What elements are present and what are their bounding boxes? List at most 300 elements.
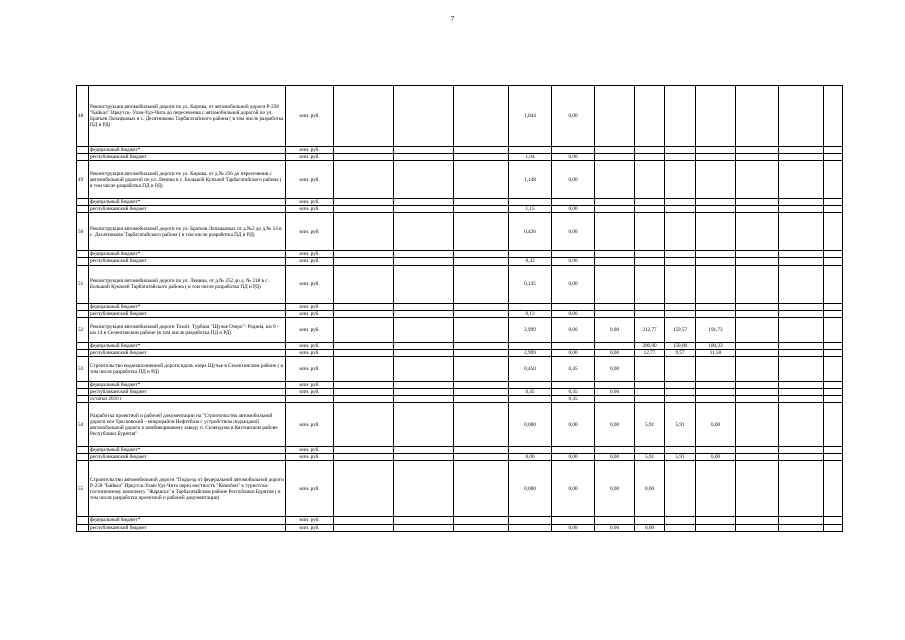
row-name-cell: республиканский бюджет [89,310,286,317]
row-value-cell [736,161,779,199]
row-value-cell [824,349,843,356]
row-value-cell [334,447,394,454]
row-value-cell [454,303,509,310]
row-value-cell [394,342,454,349]
row-value-cell [334,454,394,461]
row-value-cell: 0,45 [552,356,595,381]
row-value-cell [454,317,509,342]
table-row [77,447,843,454]
table-row [77,461,843,517]
row-unit-cell: млн. руб. [286,356,334,381]
row-unit-cell: млн. руб. [286,461,334,517]
row-value-cell: 0,00 [552,86,595,147]
row-number-cell [77,454,89,461]
row-value-cell [824,396,843,403]
row-value-cell [665,461,696,517]
table-row [77,349,843,356]
row-value-cell [509,447,552,454]
row-value-cell [736,258,779,265]
row-value-cell [509,396,552,403]
row-value-cell [454,310,509,317]
row-value-cell: 150,00 [665,342,696,349]
row-value-cell [394,317,454,342]
row-value-cell [779,251,824,258]
row-number-cell [77,349,89,356]
row-value-cell [394,154,454,161]
row-value-cell [394,524,454,531]
row-value-cell [736,310,779,317]
row-value-cell: 0,00 [552,349,595,356]
row-value-cell [736,265,779,303]
row-value-cell [334,356,394,381]
row-unit-cell: млн. руб. [286,524,334,531]
table-body [77,86,843,532]
row-name-cell: федеральный бюджет* [89,303,286,310]
row-value-cell [635,147,665,154]
row-value-cell [824,389,843,396]
row-value-cell [824,317,843,342]
row-value-cell [665,447,696,454]
row-value-cell [696,310,736,317]
table-row [77,356,843,381]
row-unit-cell: млн. руб. [286,147,334,154]
row-value-cell [595,381,635,388]
table-row [77,310,843,317]
row-name-cell: республиканский бюджет [89,454,286,461]
row-value-cell [736,251,779,258]
row-number-cell: 54 [77,403,89,447]
row-value-cell [454,389,509,396]
row-value-cell [552,147,595,154]
row-name-cell: Реконструкция автомобильной дороги Тохой- Турбаза "Щучье Озеро"- Родина, км 0 - км 14 в Селенгинском районе (в том числе разработка ПД и РД) [89,317,286,342]
row-value-cell [779,381,824,388]
row-value-cell [334,206,394,213]
row-value-cell [824,517,843,524]
row-unit-cell: млн. руб. [286,251,334,258]
row-unit-cell: млн. руб. [286,265,334,303]
row-value-cell [696,161,736,199]
row-value-cell [595,147,635,154]
row-value-cell [736,342,779,349]
row-value-cell: 1,148 [509,161,552,199]
row-unit-cell: млн. руб. [286,389,334,396]
row-value-cell [779,86,824,147]
row-value-cell [635,356,665,381]
row-name-cell: республиканский бюджет [89,524,286,531]
row-name-cell: Строительство водонаполненной дороги вдоль озера Щучье в Селенгинском районе ( в том числе разработка ПД и РД) [89,356,286,381]
row-number-cell [77,517,89,524]
row-value-cell [454,447,509,454]
row-value-cell [394,251,454,258]
row-value-cell [736,349,779,356]
row-value-cell [595,396,635,403]
table-row [77,265,843,303]
row-value-cell [824,199,843,206]
row-value-cell: 0,00 [595,454,635,461]
row-value-cell: 0,00 [552,461,595,517]
row-value-cell [824,265,843,303]
row-value-cell [454,356,509,381]
row-value-cell [394,213,454,251]
row-value-cell [736,403,779,447]
row-unit-cell: млн. руб. [286,454,334,461]
row-value-cell [552,342,595,349]
row-value-cell [824,356,843,381]
table-row [77,213,843,251]
table-row [77,454,843,461]
row-value-cell [334,524,394,531]
row-unit-cell: млн. руб. [286,154,334,161]
row-value-cell: 0,00 [635,524,665,531]
row-value-cell [779,524,824,531]
row-value-cell [635,389,665,396]
row-value-cell [635,154,665,161]
row-value-cell [595,447,635,454]
row-value-cell [334,303,394,310]
row-number-cell: 49 [77,161,89,199]
row-value-cell [696,258,736,265]
row-value-cell [595,206,635,213]
row-value-cell [509,524,552,531]
row-value-cell [665,517,696,524]
row-value-cell [509,381,552,388]
row-value-cell [779,454,824,461]
row-value-cell: 0,00 [595,356,635,381]
row-value-cell [334,265,394,303]
row-value-cell: 0,00 [552,310,595,317]
row-value-cell [696,206,736,213]
row-value-cell [454,154,509,161]
row-value-cell [696,303,736,310]
row-value-cell [779,447,824,454]
row-value-cell [454,206,509,213]
row-value-cell [334,461,394,517]
row-value-cell [454,349,509,356]
row-value-cell [736,396,779,403]
row-value-cell [665,213,696,251]
row-name-cell: федеральный бюджет* [89,517,286,524]
row-name-cell: республиканский бюджет [89,206,286,213]
row-value-cell: 0,13 [509,310,552,317]
row-unit-cell: млн. руб. [286,381,334,388]
row-value-cell [334,349,394,356]
row-value-cell: 180,23 [696,342,736,349]
row-value-cell [696,461,736,517]
row-value-cell [595,213,635,251]
row-value-cell [552,303,595,310]
row-name-cell: федеральный бюджет* [89,342,286,349]
row-value-cell [779,461,824,517]
row-value-cell: 0,00 [509,454,552,461]
row-number-cell [77,396,89,403]
row-value-cell [552,447,595,454]
row-value-cell [334,517,394,524]
row-value-cell [824,251,843,258]
row-value-cell: 0,00 [552,206,595,213]
row-value-cell [635,86,665,147]
row-value-cell [394,310,454,317]
row-unit-cell [286,396,334,403]
row-value-cell [334,396,394,403]
row-name-cell: федеральный бюджет* [89,147,286,154]
row-value-cell [595,258,635,265]
row-value-cell: 159,57 [665,317,696,342]
row-value-cell [665,86,696,147]
row-value-cell [779,517,824,524]
row-value-cell [635,213,665,251]
table-row [77,258,843,265]
row-value-cell [824,403,843,447]
row-value-cell [824,447,843,454]
row-value-cell [454,461,509,517]
table-row [77,517,843,524]
row-value-cell [736,356,779,381]
row-value-cell [665,310,696,317]
row-value-cell [736,517,779,524]
row-value-cell [696,86,736,147]
row-value-cell: 191,73 [696,317,736,342]
table-row [77,86,843,147]
row-value-cell [454,403,509,447]
row-value-cell [779,317,824,342]
row-value-cell [394,199,454,206]
row-value-cell: 5,91 [665,454,696,461]
row-value-cell: 0,00 [552,258,595,265]
table-row [77,206,843,213]
row-name-cell: Строительство автомобильной дороги "Подъезд от федеральной автомобильной дороги Р-258 "Байкал" Иркутск-Улан-Удэ-Чита через местность "Комобон" к туристско-гостиничному комплексу "Жарчиха" в Тарбагатайском районе Республики Бурятия ( в том числе разработка проектной и рабочей документации) [89,461,286,517]
row-value-cell [665,381,696,388]
row-value-cell [394,517,454,524]
row-number-cell [77,154,89,161]
row-value-cell: 0,00 [552,403,595,447]
row-value-cell: 0,00 [696,403,736,447]
row-value-cell [394,86,454,147]
row-value-cell [334,199,394,206]
row-unit-cell: млн. руб. [286,206,334,213]
row-value-cell [394,381,454,388]
row-value-cell: 0,426 [509,213,552,251]
row-value-cell [824,258,843,265]
row-value-cell [454,342,509,349]
row-value-cell [635,396,665,403]
row-value-cell [394,147,454,154]
row-unit-cell: млн. руб. [286,199,334,206]
row-value-cell [779,147,824,154]
row-value-cell [779,265,824,303]
row-value-cell [394,389,454,396]
row-value-cell [824,213,843,251]
row-value-cell [509,517,552,524]
row-value-cell [334,154,394,161]
row-value-cell [824,161,843,199]
row-value-cell: 0,00 [552,161,595,199]
row-value-cell: 12,77 [635,349,665,356]
row-value-cell [779,199,824,206]
row-value-cell [394,396,454,403]
row-value-cell [824,310,843,317]
row-value-cell [736,154,779,161]
row-value-cell [454,258,509,265]
row-value-cell [454,524,509,531]
row-number-cell [77,251,89,258]
row-value-cell [779,349,824,356]
row-value-cell [696,356,736,381]
row-value-cell [454,265,509,303]
row-value-cell [824,381,843,388]
row-value-cell: 11,50 [696,349,736,356]
row-name-cell: федеральный бюджет* [89,447,286,454]
table-row [77,161,843,199]
row-value-cell [595,161,635,199]
row-value-cell [779,396,824,403]
row-value-cell [334,213,394,251]
row-name-cell: федеральный бюджет* [89,251,286,258]
row-value-cell [736,454,779,461]
row-value-cell [454,147,509,154]
row-unit-cell: млн. руб. [286,403,334,447]
row-value-cell: 0,135 [509,265,552,303]
row-value-cell [595,199,635,206]
row-number-cell [77,147,89,154]
row-value-cell [595,265,635,303]
row-unit-cell: млн. руб. [286,213,334,251]
row-unit-cell: млн. руб. [286,310,334,317]
row-value-cell: 5,91 [635,403,665,447]
row-value-cell [696,396,736,403]
row-name-cell: республиканский бюджет [89,258,286,265]
row-value-cell: 212,77 [635,317,665,342]
row-value-cell [736,199,779,206]
table-row [77,303,843,310]
row-value-cell [509,147,552,154]
row-value-cell [736,317,779,342]
row-name-cell: республиканский бюджет [89,349,286,356]
row-value-cell [635,265,665,303]
row-value-cell [394,403,454,447]
row-value-cell [665,206,696,213]
row-value-cell [665,389,696,396]
row-value-cell [824,206,843,213]
row-value-cell [334,389,394,396]
row-value-cell [665,265,696,303]
row-value-cell [394,461,454,517]
row-value-cell [635,447,665,454]
table-row [77,154,843,161]
row-number-cell [77,524,89,531]
row-value-cell: 0,00 [552,213,595,251]
row-value-cell: 9,57 [665,349,696,356]
row-value-cell [824,454,843,461]
table-row [77,147,843,154]
row-value-cell [635,381,665,388]
row-value-cell [824,524,843,531]
row-value-cell [595,154,635,161]
row-value-cell [779,310,824,317]
row-value-cell [394,303,454,310]
row-value-cell [394,447,454,454]
row-value-cell [635,206,665,213]
table-row [77,342,843,349]
row-value-cell: 0,00 [595,317,635,342]
row-value-cell [334,251,394,258]
row-value-cell [552,199,595,206]
row-value-cell [696,199,736,206]
row-value-cell [454,251,509,258]
row-value-cell [454,161,509,199]
row-name-cell: федеральный бюджет* [89,199,286,206]
row-value-cell [736,524,779,531]
table-row [77,396,843,403]
row-value-cell [736,86,779,147]
row-value-cell [665,524,696,531]
row-value-cell [736,213,779,251]
row-value-cell [736,447,779,454]
row-unit-cell: млн. руб. [286,447,334,454]
row-value-cell [595,342,635,349]
row-value-cell [454,517,509,524]
row-value-cell [824,342,843,349]
row-value-cell [779,356,824,381]
row-number-cell [77,310,89,317]
table-row [77,251,843,258]
row-unit-cell: млн. руб. [286,349,334,356]
row-number-cell [77,199,89,206]
row-unit-cell: млн. руб. [286,258,334,265]
row-value-cell [635,517,665,524]
row-value-cell [595,86,635,147]
row-value-cell [334,403,394,447]
row-value-cell [552,381,595,388]
row-value-cell [665,161,696,199]
row-value-cell [824,303,843,310]
row-value-cell: 0,45 [509,389,552,396]
page-number: 7 [450,15,455,23]
row-value-cell [696,265,736,303]
row-unit-cell: млн. руб. [286,342,334,349]
row-value-cell: 0,43 [509,258,552,265]
row-value-cell [334,317,394,342]
row-value-cell: 0,00 [635,461,665,517]
row-name-cell: Реконструкция автомобильной дороги по ул. Кирова, от автомобильной дороги Р-258 "Байкал" Иркутск- Улан-Удэ-Чита до пересечения с автомобильной дорогой по ул. Братьев Лопацковых в с. Десятниково Тарбагатайского района ( в том числе разработка ПД и РД) [89,86,286,147]
row-value-cell [595,310,635,317]
row-value-cell [635,199,665,206]
row-value-cell: 0,00 [552,154,595,161]
row-value-cell [665,396,696,403]
row-unit-cell: млн. руб. [286,86,334,147]
row-value-cell [635,258,665,265]
row-value-cell: 0,00 [595,349,635,356]
row-value-cell [779,258,824,265]
row-value-cell: 0,00 [552,454,595,461]
row-number-cell: 50 [77,213,89,251]
row-value-cell [552,251,595,258]
table-row [77,381,843,388]
row-value-cell [454,86,509,147]
table-row [77,199,843,206]
row-number-cell [77,303,89,310]
row-value-cell [696,147,736,154]
row-value-cell [334,86,394,147]
row-value-cell [779,389,824,396]
row-value-cell [334,161,394,199]
row-number-cell: 52 [77,317,89,342]
row-value-cell: 0,00 [552,265,595,303]
row-value-cell [736,206,779,213]
row-value-cell [696,447,736,454]
row-value-cell [635,251,665,258]
row-name-cell: Реконструкция автомобильной дороги по ул. Братьев Лопацковых от д.№2 до д.№ 54 в с. Десятниково Тарбагатайского района ( в том числе разработка ПД и РД) [89,213,286,251]
row-value-cell [779,303,824,310]
